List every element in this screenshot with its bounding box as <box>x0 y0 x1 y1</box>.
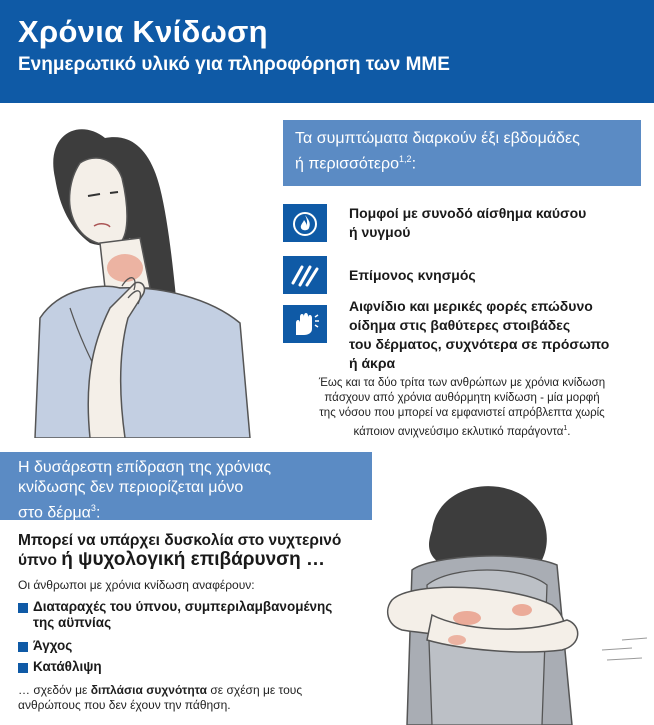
symptom-text: ή νυγμού <box>349 224 411 240</box>
list-item: Άγχος <box>18 638 72 654</box>
symptoms-heading-line1: Τα συμπτώματα διαρκούν έξι εβδομάδες <box>295 130 580 147</box>
symptom-text: Επίμονος κνησμός <box>349 267 476 283</box>
symptom-text: του δέρματος, συχνότερα σε πρόσωπο <box>349 336 610 352</box>
symptom-item-swelling <box>283 298 610 373</box>
page-title: Χρόνια Κνίδωση <box>18 14 268 49</box>
bullet-square-icon <box>18 642 28 652</box>
symptom-item-itch <box>283 256 476 294</box>
scratch-icon <box>283 256 327 294</box>
impact-heading-box: Η δυσάρεστη επίδραση της χρόνιας κνίδωσης δεν περιορίζεται μόνο στο δέρμα$^3$: <box>0 452 372 520</box>
reports-intro: Οι άνθρωποι με χρόνια κνίδωση αναφέρουν: <box>18 578 255 592</box>
woman-scratching-illustration <box>10 108 280 438</box>
symptom-text: ή άκρα <box>349 355 396 371</box>
flame-icon <box>283 204 327 242</box>
list-item: Διαταραχές του ύπνου, συμπεριλαμβανομένης της αϋπνίας <box>18 599 332 631</box>
distressed-person-illustration <box>372 470 654 725</box>
list-item: Κατάθλιψη <box>18 659 102 675</box>
header-banner <box>0 0 654 103</box>
prevalence-note: Έως και τα δύο τρίτα των ανθρώπων με χρόνια κνίδωση πάσχουν από χρόνια αυθόρμητη κνίδωση - μία μορφή της νόσου που μπορεί να εμφανιστεί απρόβλεπτα χωρίς κάποιον ανιχνεύσιμο εκλυτικό παράγοντα$^1$. <box>318 377 606 438</box>
frequency-note: … σχεδόν με διπλάσια συχνότητα σε σχέση με τους ανθρώπους που δεν έχουν την πάθηση. <box>18 683 303 712</box>
sleep-heading: Μπορεί να υπάρχει δυσκολία στο νυχτερινό ύπνο ή ψυχολογική επιβάρυνση … <box>18 532 342 570</box>
symptom-item-hives <box>283 204 586 242</box>
symptom-text: οίδημα στις βαθύτερες στοιβάδες <box>349 317 571 333</box>
symptom-text: Αιφνίδιο και μερικές φορές επώδυνο <box>349 298 593 314</box>
bullet-square-icon <box>18 603 28 613</box>
symptoms-heading-box <box>283 120 641 186</box>
hand-swelling-icon <box>283 305 327 343</box>
symptom-text: Πομφοί με συνοδό αίσθημα καύσου <box>349 205 587 221</box>
symptoms-heading-line2: ή περισσότερο$^{1,2}$: <box>295 154 417 173</box>
bullet-square-icon <box>18 663 28 673</box>
page-subtitle: Ενημερωτικό υλικό για πληροφόρηση των ΜΜΕ <box>18 54 450 75</box>
